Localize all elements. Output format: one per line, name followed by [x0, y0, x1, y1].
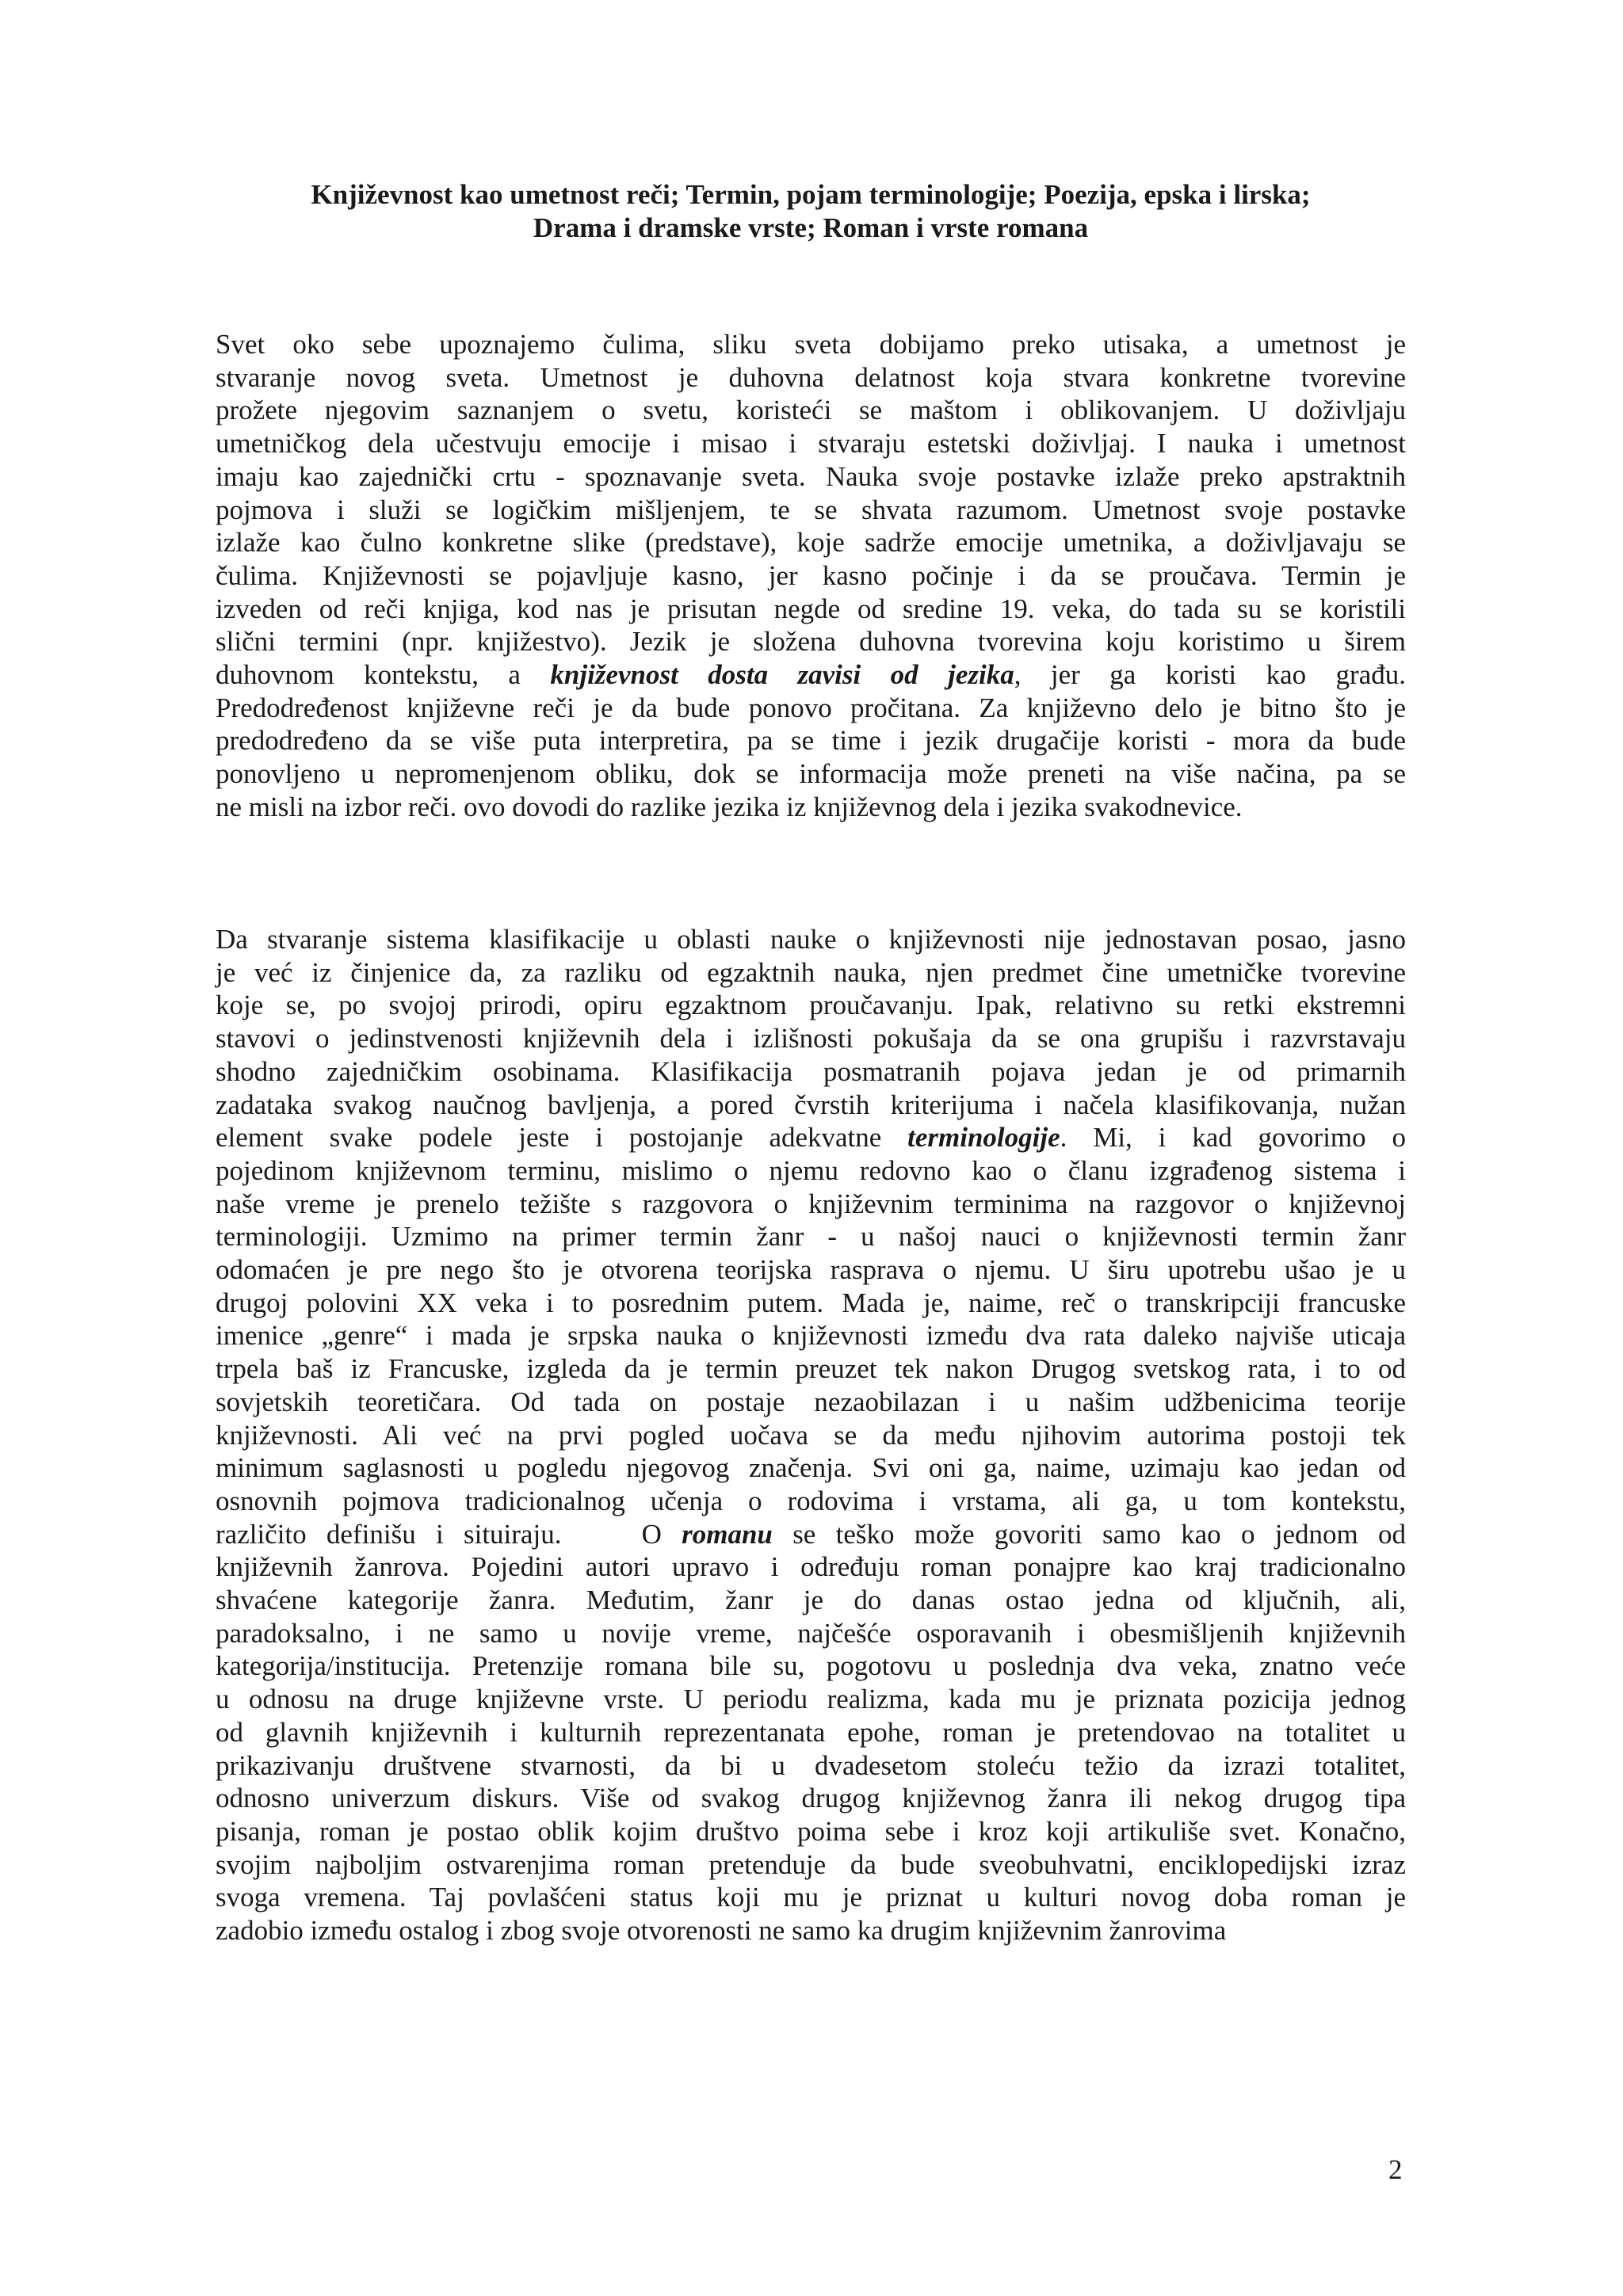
- text-line: koje se, po svojoj prirodi, opiru egzaktnom proučavanju. Ipak, relativno su retki ekstremni: [216, 990, 1406, 1021]
- emphasis-text: terminologije: [907, 1122, 1060, 1154]
- text-line: odnosno univerzum diskurs. Više od svakog drugog književnog žanra ili nekog drugog tipa: [216, 1783, 1406, 1814]
- title-line-1: Književnost kao umetnost reči; Termin, pojam terminologije; Poezija, epska i lirska;: [311, 179, 1311, 210]
- text-line: svojim najboljim ostvarenjima roman pretenduje da bude sveobuhvatni, enciklopedijski izraz: [216, 1848, 1406, 1880]
- emphasis-text: romanu: [682, 1518, 773, 1550]
- text-line: [216, 1121, 1406, 1154]
- text-line: minimum saglasnosti u pogledu njegovog značenja. Svi oni ga, naime, uzimaju kao jedan od: [216, 1452, 1406, 1484]
- text-line: shodno zajedničkim osobinama. Klasifikacija posmatranih pojava jedan je od primarnih: [216, 1055, 1406, 1087]
- text-line: slični termini (npr. knjižestvo). Jezik je složena duhovna tvorevina koju koristimo u širem: [216, 626, 1406, 658]
- text-line: [216, 658, 1406, 692]
- text-line: umetničkog dela učestvuju emocije i misao i stvaraju estetski doživljaj. I nauka i umetnost: [216, 428, 1406, 460]
- text-line: izveden od reči knjiga, kod nas je prisutan negde od sredine 19. veka, do tada su se koristili: [216, 593, 1406, 624]
- text-line: pojedinom književnom terminu, mislimo o njemu redovno kao o članu izgrađenog sistema i: [216, 1154, 1406, 1186]
- text-line: ne misli na izbor reči. ovo dovodi do razlike jezika iz književnog dela i jezika svakodnevice.: [216, 791, 1243, 822]
- text-line: stavovi o jedinstvenosti književnih dela i izlišnosti pokušaja da se ona grupišu i razvrstavaju: [216, 1023, 1406, 1055]
- text-line: trpela baš iz Francuske, izgleda da je termin preuzet tek nakon Drugog svetskog rata, i to od: [216, 1353, 1406, 1385]
- text-line: shvaćene kategorije žanra. Međutim, žanr je do danas ostao jedna od ključnih, ali,: [216, 1585, 1406, 1616]
- text-line: književnih žanrova. Pojedini autori upravo i određuju roman ponajpre kao kraj tradicionalno: [216, 1551, 1406, 1583]
- paragraph-2: [216, 923, 1406, 1947]
- text-line: paradoksalno, i ne samo u novije vreme, najčešće osporavanih i obesmišljenih književnih: [216, 1617, 1406, 1649]
- text-line: od glavnih književnih i kulturnih reprezentanata epohe, roman je pretendovao na totalitet u: [216, 1716, 1406, 1748]
- text-line: naše vreme je prenelo težište s razgovora o književnim terminima na razgovor o književnoj: [216, 1188, 1406, 1219]
- paragraph-1: [216, 328, 1406, 824]
- text-line: književnosti. Ali već na prvi pogled uočava se da među njihovim autorima postoji tek: [216, 1419, 1406, 1451]
- text-line: imenice „genre“ i mada je srpska nauka o književnosti između dva rata daleko najviše uticaja: [216, 1320, 1406, 1352]
- text-line: svoga vremena. Taj povlašćeni status koji mu je priznat u kulturi novog doba roman je: [216, 1882, 1406, 1913]
- text-line: kategorija/institucija. Pretenzije romana bile su, pogotovu u poslednja dva veka, znatno veće: [216, 1650, 1406, 1682]
- document-title: [216, 178, 1406, 245]
- text-line: Svet oko sebe upoznajemo čulima, sliku sveta dobijamo preko utisaka, a umetnost je: [216, 329, 1406, 360]
- text-line: terminologiji. Uzmimo na primer termin žanr - u našoj nauci o književnosti termin žanr: [216, 1221, 1406, 1253]
- text-line: zadobio između ostalog i zbog svoje otvorenosti ne samo ka drugim književnim žanrovima: [216, 1915, 1227, 1947]
- text-line: prožete njegovim saznanjem o svetu, koristeći se maštom i oblikovanjem. U doživljaju: [216, 395, 1406, 426]
- text-line: drugoj polovini XX veka i to posrednim putem. Mada je, naime, reč o transkripciji francuske: [216, 1287, 1406, 1318]
- text-line: je već iz činjenice da, za razliku od egzaktnih nauka, njen predmet čine umetničke tvorevine: [216, 956, 1406, 988]
- text-line: imaju kao zajednički crtu - spoznavanje sveta. Nauka svoje postavke izlaže preko apstraktnih: [216, 460, 1406, 492]
- text-line: predodređeno da se više puta interpretira, pa se time i jezik drugačije koristi - mora da bude: [216, 725, 1406, 757]
- text-line: [216, 1518, 1406, 1551]
- text-line: odomaćen je pre nego što je otvorena teorijska rasprava o njemu. U širu upotrebu ušao je u: [216, 1254, 1406, 1286]
- emphasis-text: književnost dosta zavisi od jezika: [550, 659, 1014, 691]
- title-line-2: Drama i dramske vrste; Roman i vrste romana: [533, 212, 1089, 243]
- text-line: ponovljeno u nepromenjenom obliku, dok se informacija može preneti na više načina, pa se: [216, 758, 1406, 790]
- text-segment: element svake podele jeste i postojanje adekvatne: [216, 1122, 908, 1154]
- text-line: prikazivanju društvene stvarnosti, da bi u dvadesetom stoleću težio da izrazi totalitet,: [216, 1749, 1406, 1781]
- text-line: izlaže kao čulno konkretne slike (predstave), koje sadrže emocije umetnika, a doživljavaju se: [216, 527, 1406, 559]
- text-segment: duhovnom kontekstu, a: [216, 659, 551, 691]
- text-line: Da stvaranje sistema klasifikacije u oblasti nauke o književnosti nije jednostavan posao, jasno: [216, 924, 1406, 955]
- text-line: stvaranje novog sveta. Umetnost je duhovna delatnost koja stvara konkretne tvorevine: [216, 361, 1406, 393]
- page-number: 2: [1388, 2154, 1403, 2185]
- text-line: pisanja, roman je postao oblik kojim društvo poima sebe i kroz koji artikuliše svet. Konačno,: [216, 1815, 1406, 1847]
- text-line: osnovnih pojmova tradicionalnog učenja o rodovima i vrstama, ali ga, u tom kontekstu,: [216, 1485, 1406, 1516]
- text-segment: . Mi, i kad govorimo o: [1060, 1122, 1406, 1154]
- text-line: pojmova i služi se logičkim mišljenjem, te se shvata razumom. Umetnost svoje postavke: [216, 494, 1406, 525]
- text-line: zadataka svakog naučnog bavljenja, a pored čvrstih kriterijuma i načela klasifikovanja, nužan: [216, 1089, 1406, 1120]
- text-line: sovjetskih teoretičara. Od tada on postaje nezaobilazan i u našim udžbenicima teorije: [216, 1386, 1406, 1417]
- text-line: Predodređenost književne reči je da bude ponovo pročitana. Za književno delo je bitno što je: [216, 692, 1406, 723]
- text-line: u odnosu na druge književne vrste. U periodu realizma, kada mu je priznata pozicija jednog: [216, 1684, 1406, 1715]
- text-segment: različito definišu i situiraju. O: [216, 1518, 682, 1550]
- text-line: čulima. Književnosti se pojavljuje kasno, jer kasno počinje i da se proučava. Termin je: [216, 559, 1406, 591]
- text-segment: , jer ga koristi kao građu.: [1014, 659, 1406, 691]
- text-segment: se teško može govoriti samo kao o jednom od: [772, 1518, 1406, 1550]
